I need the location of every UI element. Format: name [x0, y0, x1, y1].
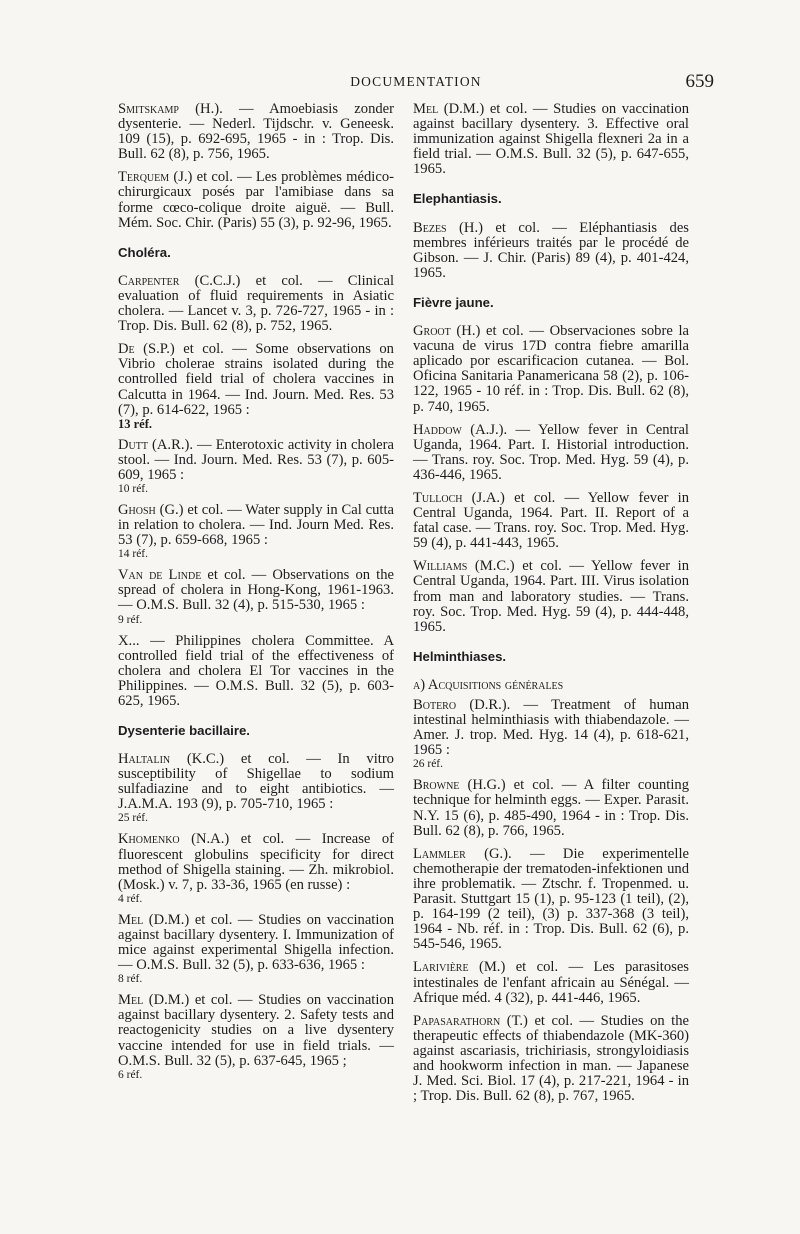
- entry-text: et col. — Eléphantiasis des membres inférieurs traités par le procédé de Gibson. — J. Chir. (Paris) 89 (4), p. 401-424, 1965.: [413, 219, 689, 281]
- entry-text: et col. — Observations on the spread of cholera in Hong-Kong, 1961-1963. — O.M.S. Bull. 32 (4), p. 515-530, 1965 :: [118, 567, 394, 614]
- bibliography-entry: [413, 778, 689, 838]
- bibliography-entry: [413, 1014, 689, 1105]
- entry-text: et col. — A filter counting technique for helminth eggs. — Exper. Parasit. N.Y. 15 (6), p. 485-490, 1964 - in : Trop. Dis. Bull. 62 (8), p. 766, 1965.: [413, 777, 690, 839]
- bibliography-entry: [118, 752, 394, 824]
- entry-text: et col. — Studies on the therapeutic effects of thiabendazole (MK-360) against ascariasis, trichiriasis, strongyloidiasis and hookworm infection in man. — Japanese J. Med. Sci. Biol. 17 (4), p. 217-221, 1964 - in ; Trop. Dis. Bull. 62 (8), p. 767, 1965.: [413, 1012, 689, 1105]
- entry-author: Smitskamp (H.).: [118, 101, 223, 117]
- entry-text: et col. — Studies on vaccination against bacillary dysentery. I. Immunization of mice against experimental Shigella infection. — O.M.S. Bull. 32 (5), p. 633-636, 1965 :: [118, 911, 395, 974]
- entries-elephantiasis: [413, 221, 689, 281]
- entry-author: Tulloch (J.A.): [413, 489, 505, 506]
- entries-dysenterie: [118, 752, 394, 1081]
- entry-author: Bezes (H.): [413, 219, 483, 236]
- entry-text: et col. — Les problèmes médico-chirurgicaux posés par l'amibiase dans sa forme cœco-colique droite aiguë. — Bull. Mém. Soc. Chir. (Paris) 55 (3), p. 92-96, 1965.: [118, 169, 394, 231]
- entry-author: Terquem (J.): [118, 169, 193, 186]
- bibliography-entry: [118, 274, 394, 334]
- entry-text: et col. — Les parasitoses intestinales de l'enfant africain au Sénégal. — Afrique méd. 4 (32), p. 441-446, 1965.: [413, 959, 689, 1006]
- entries-fievre-jaune: [413, 324, 689, 635]
- entry-ref-count: 25 réf.: [118, 812, 149, 825]
- entry-author: Groot (H.): [413, 323, 481, 340]
- entry-text: — Die experimentelle chemotherapie der trematoden-infektionen und ihre problematik. — Ztschr. f. Tropenmed. u. Parasit. Stuttgart 15 (1), p. 95-123 (1 teil), (2), p. 164-199 (2 teil), (3) p. 337-368 (3 teil), 1964 - Nb. réf. in : Trop. Dis. Bull. 62 (6), p. 545-546, 1965.: [413, 845, 689, 953]
- bibliography-entry: [413, 960, 689, 1005]
- entry-ref-count: 4 réf.: [118, 892, 143, 905]
- entry-author: Van de Linde: [118, 567, 202, 584]
- bibliography-entry: [413, 559, 689, 634]
- bibliography-entry: [413, 423, 689, 483]
- entry-author: Dutt (A.R.).: [118, 436, 193, 453]
- section-heading-elephantiasis: Elephantiasis.: [413, 191, 502, 207]
- entry-text: — Enterotoxic activity in cholera stool. — Ind. Journ. Med. Res. 53 (7), p. 605-609, 1965 :: [118, 436, 394, 483]
- bibliography-entry: [413, 491, 689, 551]
- entry-author: Larivière (M.): [413, 959, 506, 976]
- entry-ref-count: 26 réf.: [413, 758, 444, 771]
- entry-text: et col. — Yellow fever in Central Uganda, 1964. Part. II. Report of a fatal case. — Trans. roy. Soc. Trop. Med. Hyg. 59 (4), p. 441-443, 1965.: [413, 489, 689, 552]
- entry-ref-count: 8 réf.: [118, 973, 143, 986]
- entry-text: et col. — Water supply in Cal cutta in relation to cholera. — Ind. Journ Med. Res. 53 (7), p. 659-668, 1965 :: [118, 501, 395, 549]
- entry-text: et col. — Increase of fluorescent globulins specificity for direct method of Shigella staining. — Zh. mikrobiol. (Mosk.) v. 7, p. 33-36, 1965 (en russe) :: [118, 831, 394, 893]
- entry-author: Mel (D.M.): [118, 992, 190, 1009]
- entry-author: De (S.P.): [118, 341, 175, 358]
- subsection-heading-acquisitions: a) Acquisitions générales: [413, 676, 564, 693]
- entry-text: et col. — In vitro susceptibility of Shigellae to sodium sulfadiazine and to eight antibiotics. — J.A.M.A. 193 (9), p. 705-710, 1965 :: [118, 751, 394, 813]
- entry-text: et col. — Clinical evaluation of fluid requirements in Asiatic cholera. — Lancet v. 3, p. 726-727, 1965 - in : Trop. Dis. Bull. 62 (8), p. 752, 1965.: [118, 272, 394, 335]
- entries-helminthiases: [413, 698, 689, 1104]
- entries-cholera: [118, 274, 394, 709]
- bibliography-entry: [118, 913, 394, 985]
- bibliography-entry: [118, 832, 394, 904]
- right-column: [413, 102, 689, 1112]
- left-column: [118, 102, 394, 1089]
- bibliography-entry: [118, 993, 394, 1080]
- page-number: 659: [685, 71, 714, 92]
- entry-ref-count: 13 réf.: [118, 416, 153, 431]
- entry-author: Ghosh (G.): [118, 501, 184, 518]
- bibliography-entry: [118, 503, 394, 560]
- entry-text: et col. — Observaciones sobre la vacuna de virus 17D contra fiebre amarilla aplicado por escarificacion cutanea. — Bol. Oficina Sanitaria Panamericana 58 (2), p. 106-122, 1965 - 10 réf. in : Trop. Dis. Bull. 62 (8), p. 740, 1965.: [413, 323, 689, 415]
- bibliography-entry: [118, 634, 394, 709]
- entry-author: Papasarathorn (T.): [413, 1012, 528, 1029]
- entry-text: — Treatment of human intestinal helminthiasis with thiabendazole. — Amer. J. trop. Med. Hyg. 14 (4), p. 618-621, 1965 :: [413, 697, 689, 759]
- bibliography-entry: [413, 698, 689, 770]
- bibliography-entry: [118, 342, 394, 429]
- bibliography-entry: [413, 102, 689, 177]
- entry-author: Haltalin (K.C.): [118, 751, 225, 768]
- entry-text: — Amoebiasis zonder dysenterie. — Nederl. Tijdschr. v. Geneesk. 109 (15), p. 692-695, 1965 - in : Trop. Dis. Bull. 62 (8), p. 756, 1965.: [118, 101, 394, 163]
- entry-ref-count: 14 réf.: [118, 548, 149, 561]
- entry-author: Botero (D.R.).: [413, 697, 511, 713]
- entry-author: Lammler (G.).: [413, 845, 512, 862]
- bibliography-entry: [118, 170, 394, 230]
- bibliography-entry: [413, 847, 689, 953]
- page-header: [118, 72, 714, 94]
- bibliography-entry: [118, 568, 394, 625]
- entry-text: et col. — Yellow fever in Central Uganda, 1964. Part. III. Virus isolation from man and laboratory studies. — Trans. roy. Soc. Trop. Med. Hyg. 59 (4), p. 444-448, 1965.: [413, 558, 690, 635]
- running-title: DOCUMENTATION: [350, 74, 482, 89]
- entry-author: Haddow (A.J.).: [413, 421, 508, 438]
- bibliography-entry: [413, 221, 689, 281]
- entry-author: Williams (M.C.): [413, 558, 515, 575]
- entry-text: et col. — Some observations on Vibrio cholerae strains isolated during the controlled field trial of cholera vaccines in Calcutta in 1964. — Ind. Journ. Med. Res. 53 (7), p. 614-622, 1965 :: [118, 341, 394, 418]
- bibliography-entry: [118, 102, 394, 162]
- bibliography-entry: [413, 324, 689, 415]
- entries-dysenterie-cont: [413, 102, 689, 177]
- section-heading-dysenterie: Dysenterie bacillaire.: [118, 723, 250, 738]
- entry-ref-count: 6 réf.: [118, 1068, 143, 1081]
- entry-text: et col. — Studies on vaccination against bacillary dysentery. 3. Effective oral immunization against Shigella flexneri 2a in a field trial. — O.M.S. Bull. 32 (5), p. 647-655, 1965.: [413, 101, 690, 178]
- entry-author: Mel (D.M.): [118, 911, 190, 928]
- entry-author: Carpenter (C.C.J.): [118, 272, 241, 289]
- entry-text: et col. — Studies on vaccination against bacillary dysentery. 2. Safety tests and reactogenicity studies on a live dysentery vaccine intended for use in field trials. — O.M.S. Bull. 32 (5), p. 637-645, 1965 ;: [118, 992, 395, 1069]
- entry-author: X...: [118, 632, 140, 649]
- section-heading-fievre-jaune: Fièvre jaune.: [413, 294, 494, 310]
- entry-author: Browne (H.G.): [413, 777, 506, 794]
- entry-text: — Philippines cholera Committee. A controlled field trial of the effectiveness of cholera and cholera El Tor vaccines in the Philippines. — O.M.S. Bull. 32 (5), p. 603-625, 1965.: [118, 632, 394, 709]
- entry-author: Mel (D.M.): [413, 101, 485, 117]
- entries-amoebiasis: [118, 102, 394, 231]
- entry-ref-count: 9 réf.: [118, 613, 143, 626]
- entry-ref-count: 10 réf.: [118, 482, 149, 495]
- section-heading-cholera: Choléra.: [118, 244, 171, 260]
- entry-author: Khomenko (N.A.): [118, 831, 230, 848]
- entry-text: — Yellow fever in Central Uganda, 1964. Part. I. Historial introduction. — Trans. roy. Soc. Trop. Med. Hyg. 59 (4), p. 436-446, 1965.: [413, 421, 689, 483]
- section-heading-helminthiases: Helminthiases.: [413, 648, 507, 664]
- bibliography-entry: [118, 438, 394, 495]
